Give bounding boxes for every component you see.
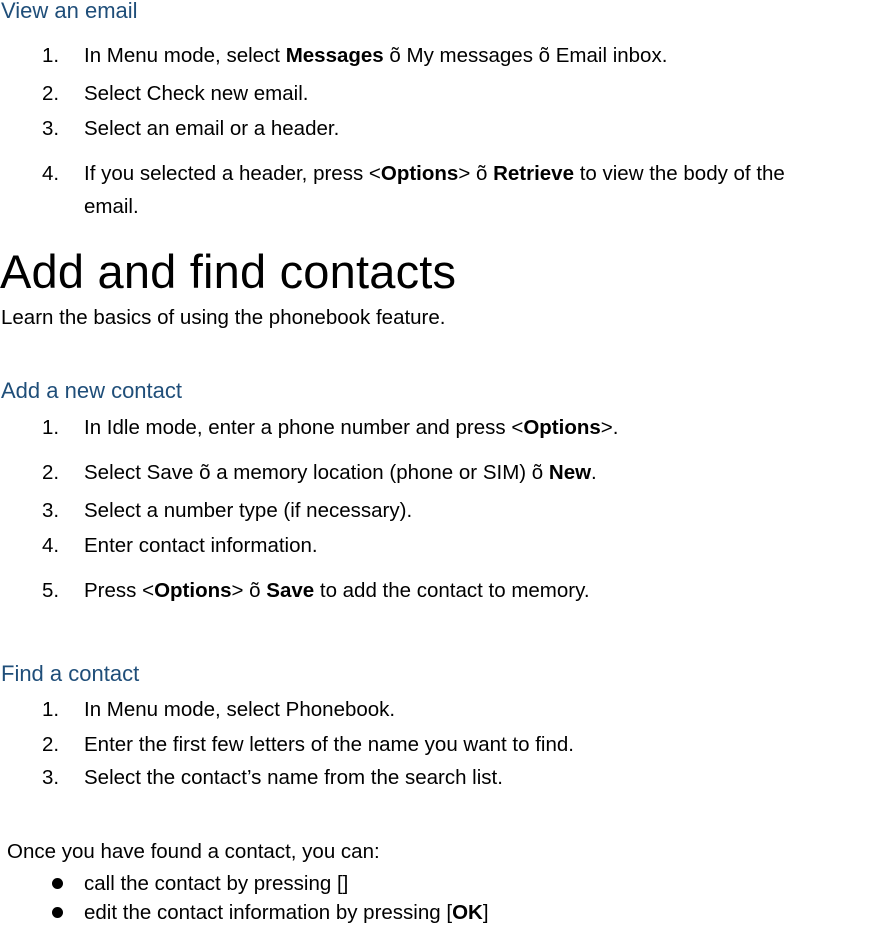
add-contact-step-3: 3. Select a number type (if necessary). <box>42 499 413 522</box>
find-contact-step-2: 2. Enter the first few letters of the name you want to find. <box>42 733 574 756</box>
once-found-text: Once you have found a contact, you can: <box>7 840 380 863</box>
page-title: Add and find contacts <box>0 245 457 298</box>
section-heading-view-email: View an email <box>1 0 138 23</box>
add-contact-step-1: 1. In Idle mode, enter a phone number and press <Options>. <box>42 416 619 439</box>
add-contact-step-4: 4. Enter contact information. <box>42 534 318 557</box>
bullet-dot <box>52 878 63 889</box>
find-contact-step-1: 1. In Menu mode, select Phonebook. <box>42 698 396 721</box>
view-email-step-4-continued: email. <box>84 195 139 218</box>
bullet-dot <box>52 907 63 918</box>
intro-text: Learn the basics of using the phonebook feature. <box>1 306 446 329</box>
bullet-item-call: call the contact by pressing [] <box>84 872 349 895</box>
section-heading-add-contact: Add a new contact <box>1 378 183 403</box>
add-contact-step-5: 5. Press <Options> õ Save to add the contact to memory. <box>42 579 590 602</box>
view-email-step-1: 1. In Menu mode, select Messages õ My messages õ Email inbox. <box>42 44 668 67</box>
view-email-step-3: 3. Select an email or a header. <box>42 117 340 140</box>
bullet-item-edit: edit the contact information by pressing [OK] <box>84 901 489 924</box>
view-email-step-2: 2. Select Check new email. <box>42 82 309 105</box>
find-contact-step-3: 3. Select the contact’s name from the search list. <box>42 766 503 789</box>
section-heading-find-contact: Find a contact <box>1 661 140 686</box>
view-email-step-4: 4. If you selected a header, press <Options> õ Retrieve to view the body of the <box>42 162 785 185</box>
add-contact-step-2: 2. Select Save õ a memory location (phone or SIM) õ New. <box>42 461 597 484</box>
